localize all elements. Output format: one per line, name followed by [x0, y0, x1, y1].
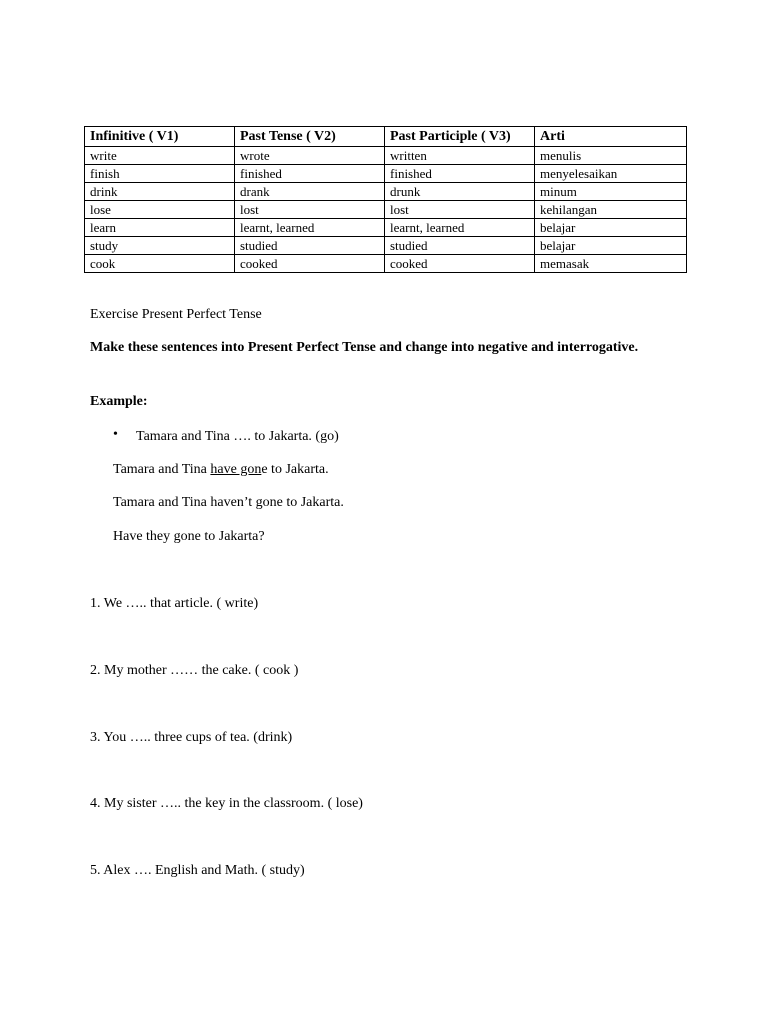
table-cell: finished — [235, 165, 385, 183]
table-cell: belajar — [535, 237, 687, 255]
table-cell: learn — [85, 219, 235, 237]
table-cell: cooked — [385, 255, 535, 273]
table-row — [85, 183, 687, 201]
table-row — [85, 165, 687, 183]
table-cell: cook — [85, 255, 235, 273]
table-cell: memasak — [535, 255, 687, 273]
table-cell: learnt, learned — [235, 219, 385, 237]
header-past-participle: Past Participle ( V3) — [385, 127, 535, 147]
table-cell: drank — [235, 183, 385, 201]
table-row — [85, 237, 687, 255]
example-positive — [113, 460, 329, 480]
table-cell: kehilangan — [535, 201, 687, 219]
table-cell: cooked — [235, 255, 385, 273]
table-cell: drunk — [385, 183, 535, 201]
question-item: 2. My mother …… the cake. ( cook ) — [90, 663, 299, 678]
question-item: 3. You ….. three cups of tea. (drink) — [90, 730, 293, 745]
table-cell: lost — [235, 201, 385, 219]
table-cell: studied — [235, 237, 385, 255]
example-label: Example: — [90, 394, 148, 409]
table-header-row — [85, 127, 687, 147]
table-cell: menyelesaikan — [535, 165, 687, 183]
bullet-icon: • — [113, 427, 118, 442]
table-cell: study — [85, 237, 235, 255]
table-cell: finished — [385, 165, 535, 183]
example-interrogative: Have they gone to Jakarta? — [113, 529, 265, 544]
question-item: 4. My sister ….. the key in the classroom. ( lose) — [90, 796, 363, 811]
table-row — [85, 219, 687, 237]
table-cell: studied — [385, 237, 535, 255]
exercise-instruction: Make these sentences into Present Perfect Tense and change into negative and interrogative. — [90, 340, 639, 355]
verb-forms-table — [84, 126, 687, 273]
table-cell: drink — [85, 183, 235, 201]
table-cell: menulis — [535, 147, 687, 165]
table-cell: write — [85, 147, 235, 165]
question-item: 1. We ….. that article. ( write) — [90, 596, 259, 611]
table-cell: lost — [385, 201, 535, 219]
header-infinitive: Infinitive ( V1) — [85, 127, 235, 147]
table-cell: finish — [85, 165, 235, 183]
example-negative: Tamara and Tina haven’t gone to Jakarta. — [113, 495, 344, 510]
example-prompt: Tamara and Tina …. to Jakarta. (go) — [136, 429, 339, 444]
table-row — [85, 255, 687, 273]
table-cell: minum — [535, 183, 687, 201]
table-row — [85, 201, 687, 219]
example-positive-prefix: Tamara and Tina — [113, 462, 211, 477]
header-arti: Arti — [535, 127, 687, 147]
exercise-title: Exercise Present Perfect Tense — [90, 307, 262, 322]
table-row — [85, 147, 687, 165]
table-cell: belajar — [535, 219, 687, 237]
example-positive-underlined: have gon — [210, 462, 262, 477]
table-cell: written — [385, 147, 535, 165]
table-cell: wrote — [235, 147, 385, 165]
table-cell: learnt, learned — [385, 219, 535, 237]
example-positive-suffix: e to Jakarta. — [261, 462, 329, 477]
question-item: 5. Alex …. English and Math. ( study) — [90, 863, 305, 878]
header-past-tense: Past Tense ( V2) — [235, 127, 385, 147]
table-cell: lose — [85, 201, 235, 219]
